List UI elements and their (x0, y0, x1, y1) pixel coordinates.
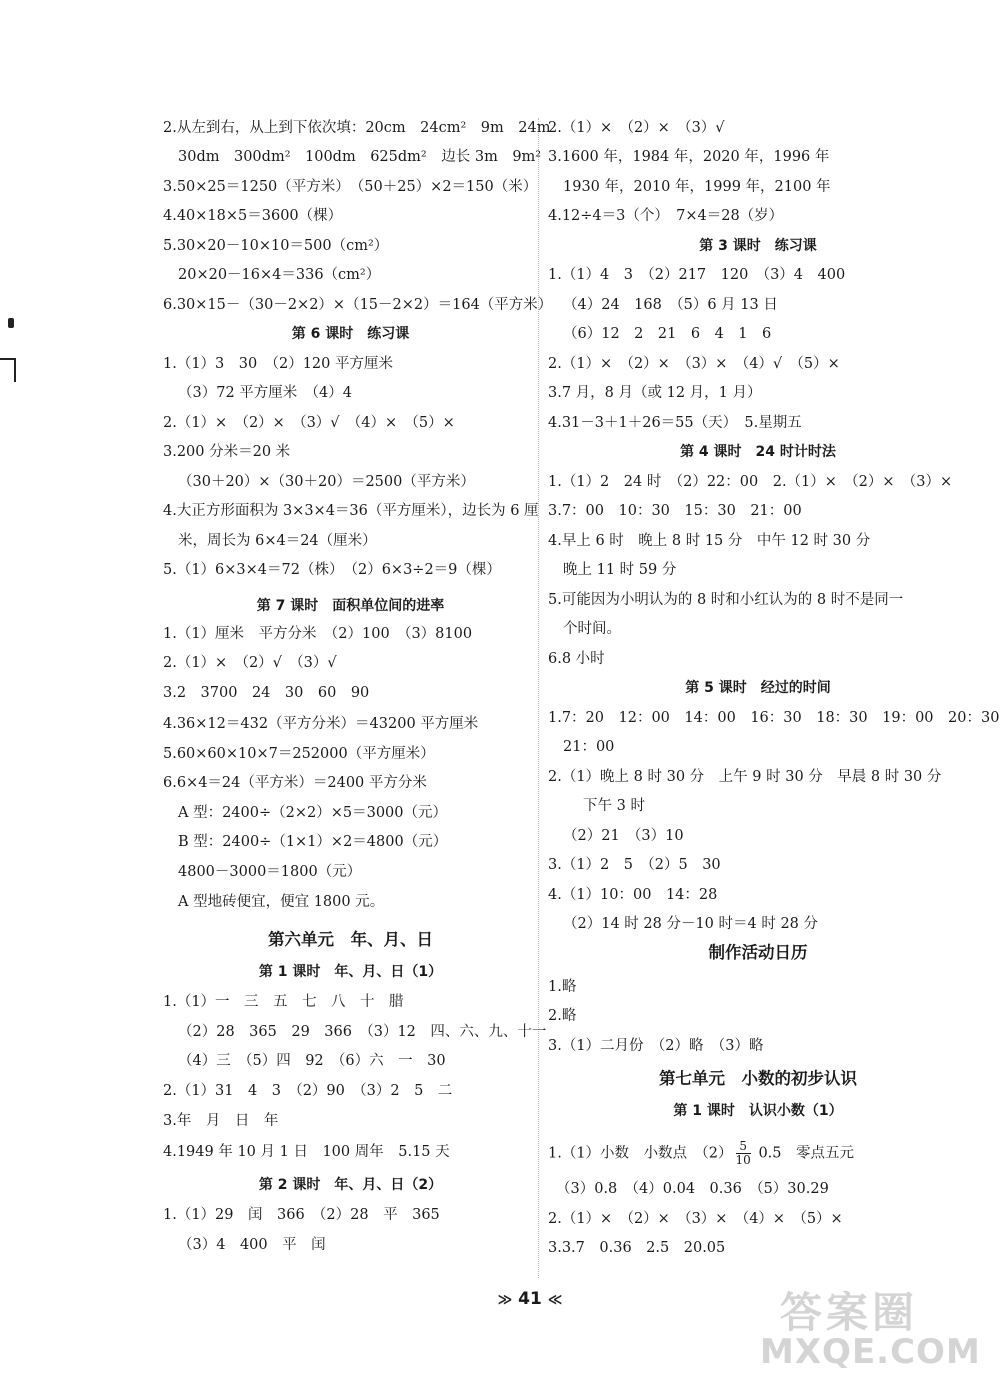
answer-line: 4.1949 年 10 月 1 日 100 周年 5.15 天 (163, 1144, 450, 1160)
answer-line: （3）4 400 平 闰 (178, 1237, 326, 1253)
answer-line: 1.（1）2 24 时 （2）22：00 2.（1）× （2）× （3）× (548, 474, 953, 490)
page-number-footer (480, 1289, 580, 1309)
answer-line: （2）21 （3）10 (563, 828, 684, 844)
unit-heading: 第七单元 小数的初步认识 (659, 1069, 857, 1088)
section-heading: 制作活动日历 (708, 943, 808, 962)
page-number: 41 (518, 1289, 542, 1309)
answer-line: 3.200 分米＝20 米 (163, 444, 291, 460)
answer-line: 2.（1）× （2）× （3）× （4）√ （5）× (548, 356, 840, 372)
answer-line: 4.大正方形面积为 3×3×4＝36（平方厘米），边长为 6 厘 (163, 503, 539, 519)
answer-line: 个时间。 (563, 621, 621, 637)
arrow-left-icon: ≪ (547, 1292, 563, 1308)
answer-line: A 型地砖便宜，便宜 1800 元。 (178, 894, 385, 910)
margin-bracket (0, 358, 16, 382)
answer-line: （4）24 168 （5）6 月 13 日 (563, 297, 778, 313)
fraction-numerator: 5 (736, 1140, 751, 1154)
answer-line: （6）12 2 21 6 4 1 6 (563, 326, 772, 342)
answer-line: 4.（1）10：00 14：28 (548, 887, 718, 903)
answer-line: 4800－3000＝1800（元） (178, 864, 362, 880)
answer-line: 下午 3 时 (583, 798, 645, 814)
answer-line: 3.1600 年，1984 年，2020 年，1996 年 (548, 149, 830, 165)
watermark (760, 1280, 1000, 1375)
lesson-heading: 第 2 课时 年、月、日（2） (258, 1177, 443, 1193)
answer-line: （4）三 （5）四 92 （6）六 一 30 (178, 1053, 446, 1069)
answer-line: 1.（1）4 3 （2）217 120 （3）4 400 (548, 267, 846, 283)
answer-line: 3.50×25＝1250（平方米） （50＋25）×2＝150（米） (163, 179, 538, 195)
answer-line: 1.（1）一 三 五 七 八 十 腊 (163, 994, 404, 1010)
answer-line: （30＋20）×（30＋20）＝2500（平方米） (178, 474, 475, 490)
lesson-heading: 第 6 课时 练习课 (291, 326, 410, 342)
answer-text: 1.（1）小数 小数点 （2） (548, 1145, 733, 1162)
answer-line: 1.7：20 12：00 14：00 16：30 18：30 19：00 20：30 (548, 710, 1000, 726)
lesson-heading: 第 4 课时 24 时计时法 (680, 444, 836, 460)
answer-line: 3.3.7 0.36 2.5 20.05 (548, 1240, 726, 1256)
lesson-heading: 第 3 课时 练习课 (699, 238, 817, 254)
answer-line: 21：00 (563, 739, 615, 755)
lesson-heading: 第 1 课时 年、月、日（1） (258, 964, 443, 980)
unit-heading: 第六单元 年、月、日 (268, 930, 433, 949)
answer-line: 3.7：00 10：30 15：30 21：00 (548, 503, 802, 519)
lesson-heading: 第 7 课时 面积单位间的进率 (256, 598, 445, 614)
watermark-domain: MXQE.COM (760, 1332, 981, 1372)
answer-line: 晚上 11 时 59 分 (563, 562, 677, 578)
answer-line: 5.可能因为小明认为的 8 时和小红认为的 8 时不是同一 (548, 592, 904, 608)
answer-line: 3.（1）2 5 （2）5 30 (548, 857, 721, 873)
answer-line: 2.略 (548, 1008, 577, 1024)
answer-line: 3.2 3700 24 30 60 90 (163, 685, 370, 701)
answer-line: 1.（1）3 30 （2）120 平方厘米 (163, 356, 393, 372)
answer-line: 2.（1）× （2）× （3）× （4）× （5）× (548, 1211, 843, 1227)
answer-line: 20×20－16×4＝336（cm²） (178, 267, 381, 283)
answer-line: 4.31－3＋1＋26＝55（天） 5.星期五 (548, 415, 802, 431)
answer-line: 3.年 月 日 年 (163, 1113, 279, 1129)
answer-line: 5.30×20－10×10＝500（cm²） (163, 238, 389, 254)
answer-line: 30dm 300dm² 100dm 625dm² 边长 3m 9m² (178, 149, 542, 165)
answer-text: 0.5 零点五元 (758, 1145, 854, 1162)
answer-line: 1.略 (548, 979, 577, 995)
arrow-right-icon: ≫ (497, 1292, 513, 1308)
answer-line: A 型：2400÷（2×2）×5＝3000（元） (178, 805, 448, 821)
lesson-heading: 第 5 课时 经过的时间 (685, 680, 831, 696)
answer-line: 3.7 月，8 月（或 12 月，1 月） (548, 385, 762, 401)
answer-line: 2.（1）晚上 8 时 30 分 上午 9 时 30 分 早晨 8 时 30 分 (548, 769, 942, 785)
fraction-denominator: 10 (735, 1153, 751, 1167)
answer-line: 3.（1）二月份 （2）略 （3）略 (548, 1038, 764, 1054)
answer-line: 1.（1）29 闰 366 （2）28 平 365 (163, 1207, 440, 1223)
answer-line: 2.（1）× （2）× （3）√ （4）× （5）× (163, 415, 455, 431)
answer-line: 5.（1）6×3×4＝72（株） （2）6×3÷2＝9（棵） (163, 562, 501, 578)
answer-line: 2.（1）× （2）√ （3）√ (163, 655, 337, 671)
answer-line: 6.6×4＝24（平方米）＝2400 平方分米 (163, 775, 427, 791)
answer-line: （3）0.8 （4）0.04 0.36 （5）30.29 (556, 1181, 829, 1197)
answer-line: 4.早上 6 时 晚上 8 时 15 分 中午 12 时 30 分 (548, 533, 871, 549)
answer-line: 2.（1）31 4 3 （2）90 （3）2 5 二 (163, 1083, 453, 1099)
fraction (736, 1140, 751, 1167)
watermark-logo-text: 答案圈 (780, 1288, 919, 1337)
answer-line: （2）28 365 29 366 （3）12 四、六、九、十一 (178, 1024, 547, 1040)
answer-line: （3）72 平方厘米 （4）4 (178, 385, 352, 401)
answer-line: 4.40×18×5＝3600（棵） (163, 208, 343, 224)
answer-line: 6.30×15－（30－2×2）×（15－2×2）＝164（平方米） (163, 297, 553, 313)
answer-line: 米，周长为 6×4＝24（厘米） (178, 533, 377, 549)
answer-line: 6.8 小时 (548, 651, 605, 667)
lesson-heading: 第 1 课时 认识小数（1） (673, 1103, 843, 1119)
column-divider (538, 118, 539, 1278)
answer-line: 2.从左到右，从上到下依次填：20cm 24cm² 9m 24m (163, 120, 551, 136)
margin-mark (8, 318, 14, 328)
answer-line: B 型：2400÷（1×1）×2＝4800（元） (178, 834, 448, 850)
answer-line (548, 1140, 854, 1167)
answer-line: 1930 年，2010 年，1999 年，2100 年 (563, 179, 831, 195)
answer-line: 1.（1）厘米 平方分米 （2）100 （3）8100 (163, 626, 473, 642)
answer-line: 4.12÷4＝3（个） 7×4＝28（岁） (548, 208, 784, 224)
answer-line: 2.（1）× （2）× （3）√ (548, 120, 725, 136)
answer-line: 5.60×60×10×7＝252000（平方厘米） (163, 746, 435, 762)
answer-line: （2）14 时 28 分－10 时＝4 时 28 分 (563, 916, 819, 932)
answer-line: 4.36×12＝432（平方分米）＝43200 平方厘米 (163, 716, 479, 732)
